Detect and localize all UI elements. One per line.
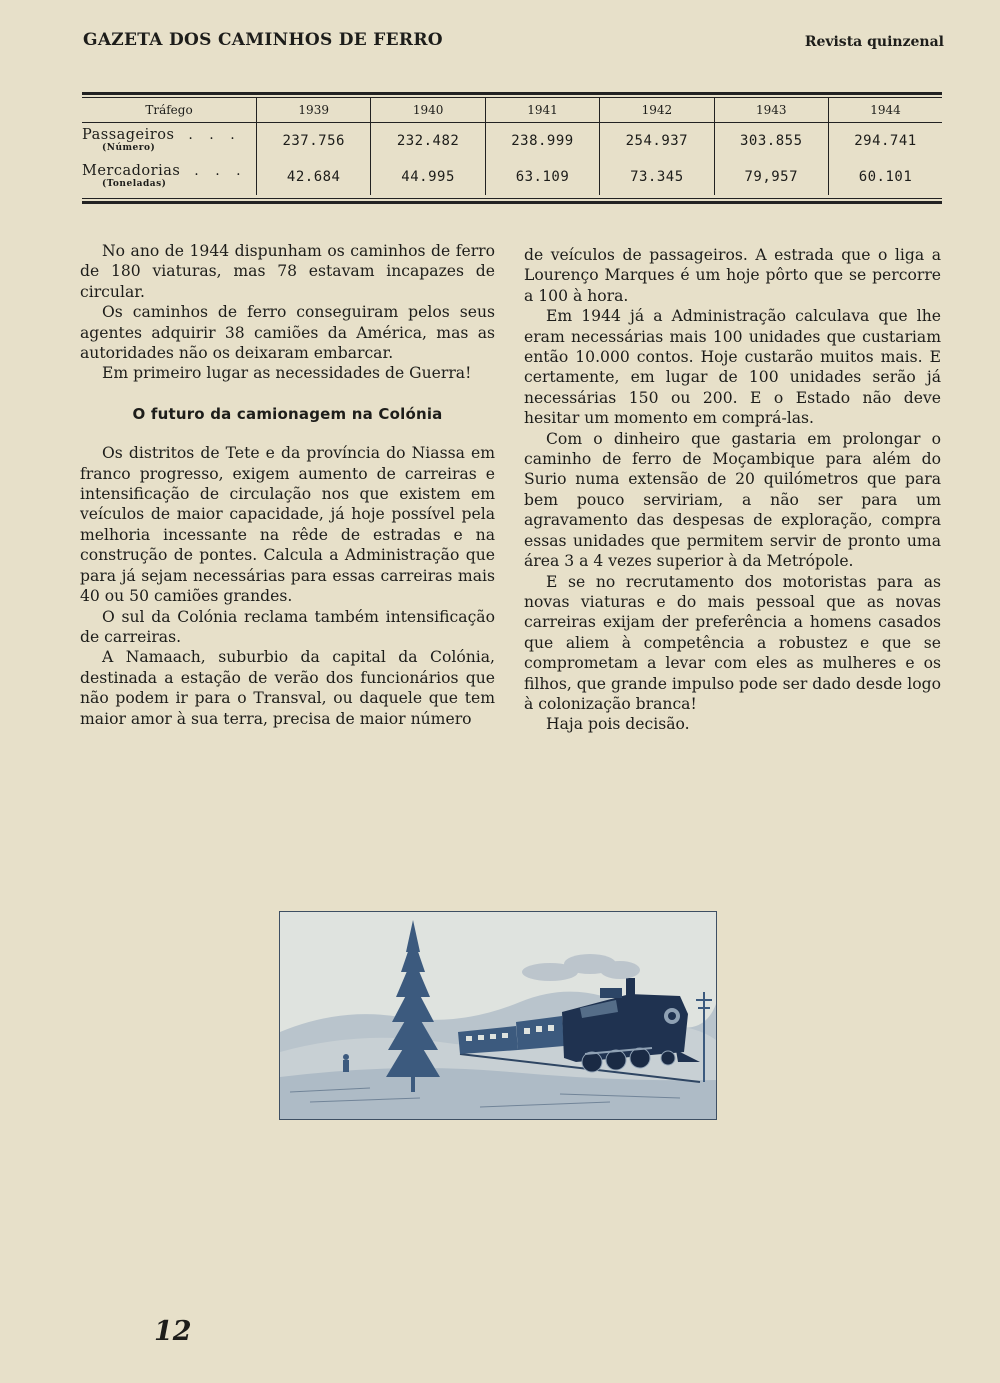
journal-subtitle: Revista quinzenal bbox=[804, 34, 944, 50]
paragraph: Haja pois decisão. bbox=[546, 715, 690, 734]
row-label-cell bbox=[82, 123, 257, 160]
paragraph: No ano de 1944 dispunham os caminhos de ferro de 180 viaturas, mas 78 estavam incapazes de circular. bbox=[80, 242, 495, 301]
locomotive-drawing bbox=[280, 912, 716, 1119]
table-bottom-rules bbox=[82, 198, 942, 204]
journal-title: GAZETA DOS CAMINHOS DE FERRO bbox=[83, 30, 443, 50]
paragraph: O sul da Colónia reclama também intensificação de carreiras. bbox=[80, 607, 495, 646]
figure bbox=[343, 1054, 349, 1072]
table-cell: 238.999 bbox=[485, 123, 599, 160]
column-header-year: 1940 bbox=[371, 98, 485, 123]
table-row-goods bbox=[82, 159, 942, 195]
table-header-row bbox=[82, 98, 942, 123]
page-number: 12 bbox=[154, 1316, 192, 1347]
row-label: Mercadorias bbox=[82, 163, 181, 180]
column-header-year: 1941 bbox=[485, 98, 599, 123]
table-cell: 44.995 bbox=[371, 159, 485, 195]
row-label: Passageiros bbox=[82, 127, 175, 144]
table-cell: 254.937 bbox=[600, 123, 714, 160]
table-cell: 294.741 bbox=[828, 123, 942, 160]
paragraph: A Namaach, suburbio da capital da Colónia, destinada a estação de verão dos funcionários que não podem ir para o Transval, ou daquele que tem maior amor à sua terra, precisa de maior número bbox=[80, 648, 495, 728]
row-unit: (Número) bbox=[102, 143, 156, 154]
paragraph: de veículos de passageiros. A estrada que o liga a Lourenço Marques é um hoje pôrto que se percorre a 100 à hora. bbox=[524, 246, 941, 305]
right-text-column bbox=[524, 245, 941, 735]
table-cell: 63.109 bbox=[485, 159, 599, 195]
paragraph: E se no recrutamento dos motoristas para as novas viaturas e do mais pessoal que as novas carreiras exijam der preferência a homens casados que aliem à competência a robustez e que se comprometam a levar com eles as mulheres e os filhos, que grande impulso pode ser dado desde logo à colonização branca! bbox=[524, 572, 941, 713]
column-header-year: 1943 bbox=[714, 98, 828, 123]
row-unit: (Toneladas) bbox=[102, 179, 167, 190]
table-cell: 42.684 bbox=[257, 159, 371, 195]
traffic-table bbox=[82, 92, 942, 204]
train-illustration bbox=[279, 911, 717, 1120]
row-label-cell bbox=[82, 159, 257, 195]
column-header-year: 1939 bbox=[257, 98, 371, 123]
section-heading: O futuro da camionagem na Colónia bbox=[132, 404, 443, 423]
paragraph: Os distritos de Tete e da província do Niassa em franco progresso, exigem aumento de carreiras e intensificação de circulação nos que existem em veículos de maior capacidade, já hoje possível pela melhoria incessante na rêde de estradas e na construção de pontes. Calcula a Administração que para já sejam necessárias para essas carreiras mais 40 ou 50 camiões grandes. bbox=[80, 444, 495, 606]
table-row-passengers bbox=[82, 123, 942, 160]
leader-dots: . . . bbox=[194, 163, 247, 180]
paragraph: Com o dinheiro que gastaria em prolongar o caminho de ferro de Moçambique para além do Surio numa extensão de 20 quilómetros que para bem pouco serviriam, a não ser para um agravamento das despesas de exploração, compra essas unidades que permitem servir de pronto uma área 3 a 4 vezes superior à da Metrópole. bbox=[524, 429, 941, 571]
table-cell: 79,957 bbox=[714, 159, 828, 195]
table-cell: 73.345 bbox=[600, 159, 714, 195]
paragraph: Os caminhos de ferro conseguiram pelos seus agentes adquirir 38 camiões da América, mas as autoridades não os deixaram embarcar. bbox=[80, 303, 495, 363]
paragraph: Em 1944 já a Administração calculava que lhe eram necessárias mais 100 unidades que custariam então 10.000 contos. Hoje custarão muitos mais. E certamente, em lugar de 100 unidades serão já necessárias 150 ou 200. E o Estado não deve hesitar um momento em comprá-las. bbox=[524, 307, 941, 428]
paragraph: Em primeiro lugar as necessidades de Guerra! bbox=[102, 364, 472, 383]
column-header-year: 1944 bbox=[828, 98, 942, 123]
table-bottom-rule-thin bbox=[82, 198, 942, 199]
table-cell: 237.756 bbox=[257, 123, 371, 160]
column-header-traffic: Tráfego bbox=[82, 98, 257, 123]
table-bottom-rule bbox=[82, 201, 942, 204]
table-cell: 60.101 bbox=[828, 159, 942, 195]
column-header-year: 1942 bbox=[600, 98, 714, 123]
leader-dots: . . . bbox=[188, 127, 241, 144]
table-top-rule bbox=[82, 92, 942, 95]
traffic-data-table bbox=[82, 98, 942, 195]
table-cell: 303.855 bbox=[714, 123, 828, 160]
table-cell: 232.482 bbox=[371, 123, 485, 160]
left-text-column bbox=[80, 241, 495, 729]
